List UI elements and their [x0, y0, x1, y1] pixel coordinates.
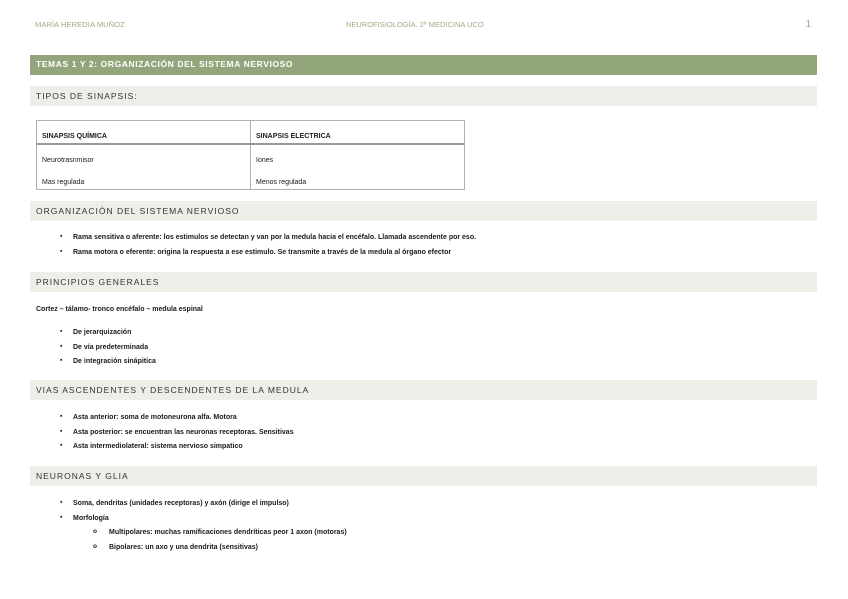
- section-heading-neuronas: NEURONAS Y GLIA: [30, 466, 817, 486]
- principios-line: Cortez – tálamo- tronco encéfalo – medula espinal: [36, 306, 203, 313]
- table-cell: Mas regulada: [37, 167, 251, 190]
- sub-list-item: o Bipolares: un axo y una dendrita (sensitivas): [60, 544, 347, 559]
- list-item: ▪ Soma, dendritas (unidades receptoras) y axón (dirige el impulso): [60, 500, 347, 515]
- neuronas-list: [60, 500, 347, 558]
- section-heading-organizacion: ORGANIZACIÓN DEL SISTEMA NERVIOSO: [30, 201, 817, 221]
- sub-list-item: o Multipolares: muchas ramificaciones dendríticas peor 1 axon (motoras): [60, 529, 347, 544]
- table-header-cell: SINAPSIS QUÍMICA: [37, 121, 251, 144]
- header-course: NEUROFISIOLOGÍA. 2º MEDICINA UCO: [346, 20, 484, 29]
- list-item: ▪ De integración sinápitica: [60, 358, 156, 373]
- main-title-band: TEMAS 1 Y 2: ORGANIZACIÓN DEL SISTEMA NERVIOSO: [30, 55, 817, 75]
- list-item: ▪ Rama motora o eferente: origina la respuesta a ese estimulo. Se transmite a través de la medula al órgano efector: [60, 249, 476, 264]
- section-heading-vias: VIAS ASCENDENTES Y DESCENDENTES DE LA MEDULA: [30, 380, 817, 400]
- vias-list: [60, 414, 294, 458]
- synapse-table: [36, 120, 465, 190]
- page-header: [35, 18, 815, 32]
- principios-list: [60, 329, 156, 373]
- list-item: ▪ De vía predeterminada: [60, 344, 156, 359]
- section-heading-tipos: TIPOS DE SINAPSIS:: [30, 86, 817, 106]
- table-cell: Iones: [251, 144, 465, 167]
- list-item: ▪ De jerarquización: [60, 329, 156, 344]
- page-number: 1: [805, 19, 811, 30]
- table-row: [37, 167, 465, 190]
- list-item: ▪ Morfología: [60, 515, 347, 530]
- table-cell: Menos regulada: [251, 167, 465, 190]
- list-item: ▪ Rama sensitiva o aferente: los estimulos se detectan y van por la medula hacia el encéfalo. Llamada ascendente por eso.: [60, 234, 476, 249]
- list-item: ▪ Asta anterior: soma de motoneurona alfa. Motora: [60, 414, 294, 429]
- list-item: ▪ Asta posterior: se encuentran las neuronas receptoras. Sensitivas: [60, 429, 294, 444]
- section-heading-principios: PRINCIPIOS GENERALES: [30, 272, 817, 292]
- table-cell: Neurotrasnmisor: [37, 144, 251, 167]
- organizacion-list: [60, 234, 476, 263]
- table-header-cell: SINAPSIS ELECTRICA: [251, 121, 465, 144]
- list-item: ▪ Asta intermediolateral: sistema nervioso simpatico: [60, 443, 294, 458]
- header-author: MARÍA HEREDIA MUÑOZ: [35, 20, 125, 29]
- table-row: [37, 144, 465, 167]
- table-header-row: [37, 121, 465, 144]
